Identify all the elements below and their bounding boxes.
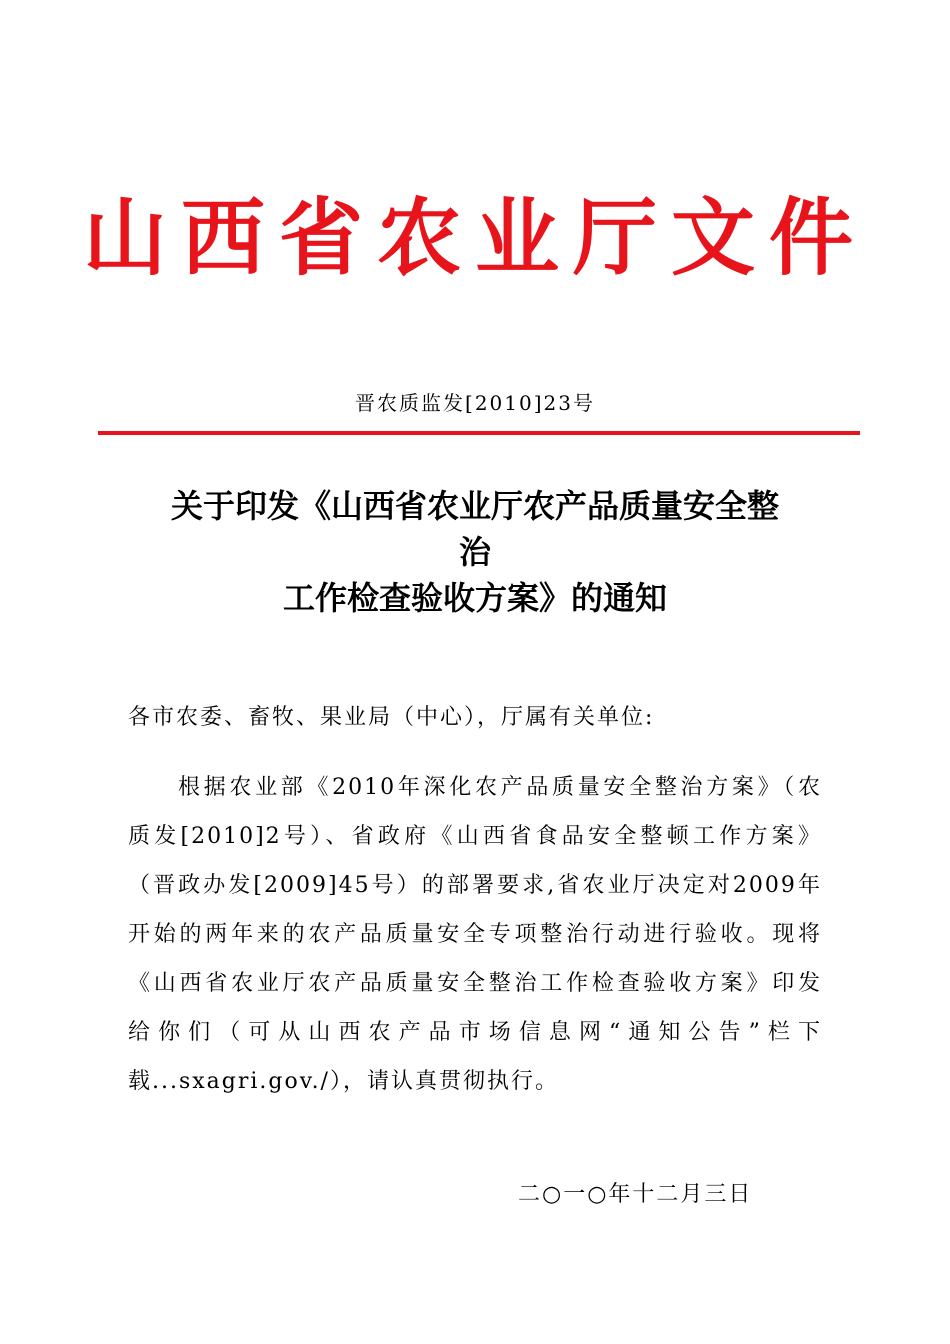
notice-title-line-3: 工作检查验收方案》的通知 [282,579,667,617]
notice-title-line-2: 治 [458,533,491,571]
body-line-3: （晋政办发[2009]45号）的部署要求,省农业厅决定对2009年 [128,873,822,898]
issue-date: 二○一○年十二月三日 [518,1182,753,1207]
body-line-6: 给你们（可从山西农产品市场信息网“通知公告”栏下 [128,1020,822,1045]
agency-header-title: 山西省农业厅文件 [82,189,867,287]
document-number: 晋农质监发[2010]23号 [355,391,595,415]
body-line-2: 质发[2010]2号）、省政府《山西省食品安全整顿工作方案》 [128,824,822,849]
salutation: 各市农委、畜牧、果业局（中心），厅属有关单位: [128,705,655,730]
body-line-1: 根据农业部《2010年深化农产品质量安全整治方案》（农 [178,775,822,800]
body-paragraph [128,763,822,1106]
body-line-4: 开始的两年来的农产品质量安全专项整治行动进行验收。现将 [128,922,822,947]
notice-title-line-1: 关于印发《山西省农业厅农产品质量安全整 [170,487,779,525]
notice-title [120,483,830,621]
body-line-7: 载...sxagri.gov./），请认真贯彻执行。 [128,1069,559,1094]
red-divider-line [98,431,860,435]
body-line-5: 《山西省农业厅农产品质量安全整治工作检查验收方案》印发 [128,971,822,996]
